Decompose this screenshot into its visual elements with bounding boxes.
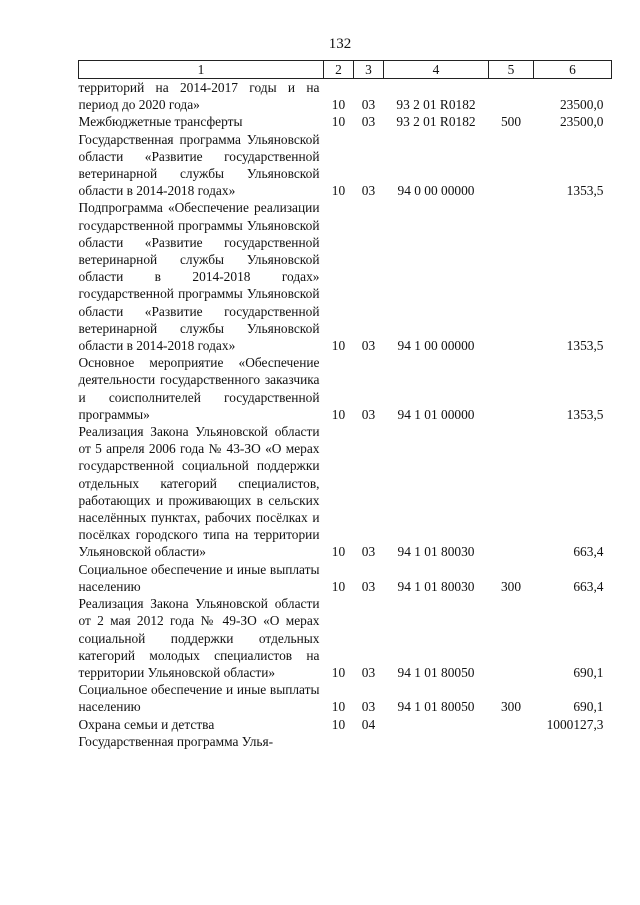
cell-name: Межбюджетные трансферты xyxy=(78,114,243,130)
cell-name: Социальное обеспечение и иные выплаты населению xyxy=(78,561,320,594)
cell-vr xyxy=(489,131,534,200)
table-row xyxy=(79,131,612,200)
table-row xyxy=(79,79,612,114)
cell-name: Подпрограмма «Обеспечение реализации государственной программы Ульяновской области «Развитие государственной ветеринарной службы Ульяновской области в 2014-2018 годах» государственной программы Ульяновской области «Развитие государственной ветеринарной службы Ульяновской области в 2014-2018 годах» xyxy=(78,200,320,354)
cell-sum xyxy=(534,733,612,750)
cell-rz: 10 xyxy=(331,578,346,594)
table-row xyxy=(79,681,612,715)
table-row xyxy=(79,716,612,733)
table-row xyxy=(79,199,612,354)
cell-vr: 500 xyxy=(500,114,522,130)
cell-name: территорий на 2014-2017 годы и на период до 2020 года» xyxy=(78,80,320,113)
cell-pr: 03 xyxy=(361,97,376,113)
cell-csr: 93 2 01 R0182 xyxy=(396,114,476,130)
budget-table xyxy=(78,60,612,750)
cell-rz: 10 xyxy=(331,664,346,680)
cell-csr: 94 0 00 00000 xyxy=(397,183,475,199)
cell-pr xyxy=(354,733,384,750)
cell-sum: 690,1 xyxy=(573,699,604,715)
cell-rz xyxy=(324,733,354,750)
cell-vr xyxy=(489,733,534,750)
cell-vr xyxy=(489,423,534,561)
table-row xyxy=(79,113,612,130)
cell-sum: 663,4 xyxy=(573,578,604,594)
col-header-sum: 6 xyxy=(534,61,612,79)
cell-sum: 690,1 xyxy=(573,664,604,680)
cell-pr: 03 xyxy=(361,544,376,560)
cell-sum: 23500,0 xyxy=(559,97,604,113)
cell-sum: 663,4 xyxy=(573,544,604,560)
cell-vr: 300 xyxy=(500,699,522,715)
cell-rz: 10 xyxy=(331,97,346,113)
table-row xyxy=(79,733,612,750)
cell-name: Реализация Закона Ульяновской области от 2 мая 2012 года № 49-ЗО «О мерах социальной поддержки отдельных категорий молодых специалистов на территории Ульяновской области» xyxy=(78,596,320,680)
cell-csr: 94 1 01 80030 xyxy=(397,544,475,560)
cell-csr: 94 1 01 80050 xyxy=(397,699,475,715)
cell-pr: 03 xyxy=(361,338,376,354)
cell-rz: 10 xyxy=(331,544,346,560)
cell-vr xyxy=(489,199,534,354)
page-number: 132 xyxy=(328,36,352,52)
cell-vr: 300 xyxy=(500,578,522,594)
cell-rz: 10 xyxy=(331,114,346,130)
cell-sum: 1353,5 xyxy=(566,183,604,199)
col-header-name: 1 xyxy=(79,61,324,79)
cell-csr: 93 2 01 R0182 xyxy=(396,97,476,113)
cell-name: Реализация Закона Ульяновской области от 5 апреля 2006 года № 43-ЗО «О мерах государственной социальной поддержки отдельных категорий специалистов, работающих и проживающих в сельских населённых пунктах, рабочих посёлках и посёлках городского типа на территории Ульяновской области» xyxy=(78,424,320,560)
col-header-rz: 2 xyxy=(324,61,354,79)
cell-pr: 03 xyxy=(361,664,376,680)
cell-pr: 03 xyxy=(361,406,376,422)
cell-sum: 1000127,3 xyxy=(546,716,604,732)
table-row xyxy=(79,354,612,423)
cell-name: Государственная программа Улья- xyxy=(78,733,274,749)
cell-pr: 03 xyxy=(361,699,376,715)
cell-pr: 03 xyxy=(361,183,376,199)
cell-vr xyxy=(489,716,534,733)
cell-name: Государственная программа Ульяновской области «Развитие государственной ветеринарной службы Ульяновской области в 2014-2018 годах» xyxy=(78,131,320,199)
table-row xyxy=(79,423,612,561)
cell-rz: 10 xyxy=(331,699,346,715)
cell-rz: 10 xyxy=(331,183,346,199)
col-header-pr: 3 xyxy=(354,61,384,79)
cell-sum: 1353,5 xyxy=(566,338,604,354)
col-header-vr: 5 xyxy=(489,61,534,79)
cell-name: Охрана семьи и детства xyxy=(78,716,215,732)
cell-rz: 10 xyxy=(331,406,346,422)
cell-vr xyxy=(489,354,534,423)
cell-sum: 23500,0 xyxy=(559,114,604,130)
cell-pr: 04 xyxy=(361,716,376,732)
cell-pr: 03 xyxy=(361,114,376,130)
col-header-csr: 4 xyxy=(384,61,489,79)
cell-name: Социальное обеспечение и иные выплаты населению xyxy=(78,682,320,715)
cell-pr: 03 xyxy=(361,578,376,594)
cell-rz: 10 xyxy=(331,716,346,732)
cell-sum: 1353,5 xyxy=(566,406,604,422)
cell-csr xyxy=(384,716,489,733)
cell-rz: 10 xyxy=(331,338,346,354)
cell-csr: 94 1 01 80050 xyxy=(397,664,475,680)
cell-csr: 94 1 01 80030 xyxy=(397,578,475,594)
cell-vr xyxy=(489,79,534,114)
cell-csr xyxy=(384,733,489,750)
header-row xyxy=(79,61,612,79)
cell-vr xyxy=(489,595,534,681)
cell-csr: 94 1 01 00000 xyxy=(397,406,475,422)
cell-csr: 94 1 00 00000 xyxy=(397,338,475,354)
table-row xyxy=(79,595,612,681)
table-row xyxy=(79,561,612,595)
cell-name: Основное мероприятие «Обеспечение деятельности государственного заказчика и соисполнителей государственной программы» xyxy=(78,355,320,422)
